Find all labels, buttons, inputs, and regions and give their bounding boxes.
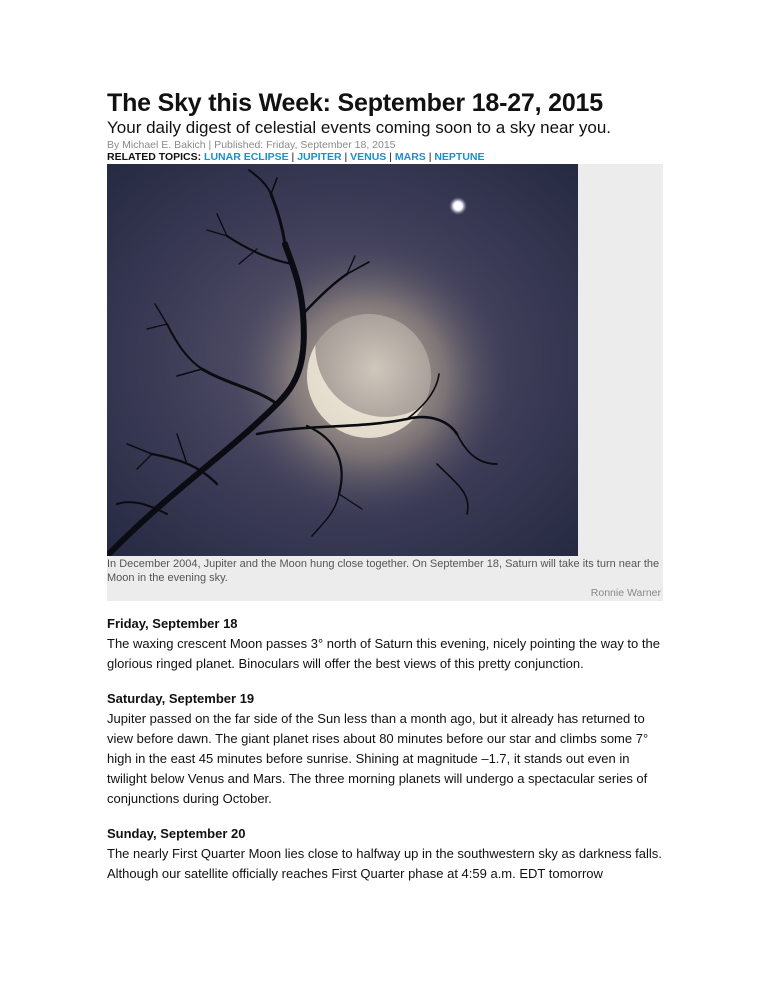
topic-link-jupiter[interactable]: JUPITER <box>297 151 342 163</box>
entry-date: Saturday, September 19 <box>107 691 255 706</box>
entry-date: Friday, September 18 <box>107 616 238 631</box>
topic-link-mars[interactable]: MARS <box>394 151 426 163</box>
topic-link-venus[interactable]: VENUS <box>350 151 387 163</box>
entry-friday <box>107 615 663 674</box>
related-topics-label: RELATED TOPICS: <box>107 151 205 163</box>
article-figure <box>107 164 663 601</box>
topic-separator: | <box>425 151 435 163</box>
entry-body: The waxing crescent Moon passes 3° north of Saturn this evening, nicely pointing the way to the glorious ringed planet. Binoculars will offer the best views of this pretty conjunction. <box>107 636 660 671</box>
byline: By Michael E. Bakich | Published: Friday, September 18, 2015 <box>107 139 396 151</box>
article <box>107 88 663 884</box>
moon-jupiter-photo <box>107 164 578 556</box>
entry-saturday <box>107 690 663 809</box>
article-subtitle: Your daily digest of celestial events coming soon to a sky near you. <box>107 118 611 137</box>
entry-date: Sunday, September 20 <box>107 826 246 841</box>
photo-credit: Ronnie Warner <box>107 585 663 601</box>
topic-link-neptune[interactable]: NEPTUNE <box>434 151 485 163</box>
topic-separator: | <box>386 151 395 163</box>
topic-link-lunar-eclipse[interactable]: LUNAR ECLIPSE <box>204 151 289 163</box>
article-title: The Sky this Week: September 18-27, 2015 <box>107 89 603 117</box>
topic-separator: | <box>288 151 298 163</box>
photo-caption: In December 2004, Jupiter and the Moon hung close together. On September 18, Saturn will take its turn near the Moon in the evening sky. <box>107 556 663 585</box>
entry-sunday <box>107 825 663 884</box>
topic-separator: | <box>341 151 351 163</box>
entry-body: Jupiter passed on the far side of the Sun less than a month ago, but it already has returned to view before dawn. The giant planet rises about 80 minutes before our star and climbs some 7° high in the east 45 minutes before sunrise. Shining at magnitude –1.7, it stands out even in twilight below Venus and Mars. The three morning planets will undergo a spectacular series of conjunctions during October. <box>107 711 649 806</box>
related-topics <box>107 151 663 163</box>
entry-body: The nearly First Quarter Moon lies close to halfway up in the southwestern sky as darkness falls. Although our satellite officially reaches First Quarter phase at 4:59 a.m. EDT tomorrow <box>107 846 662 881</box>
